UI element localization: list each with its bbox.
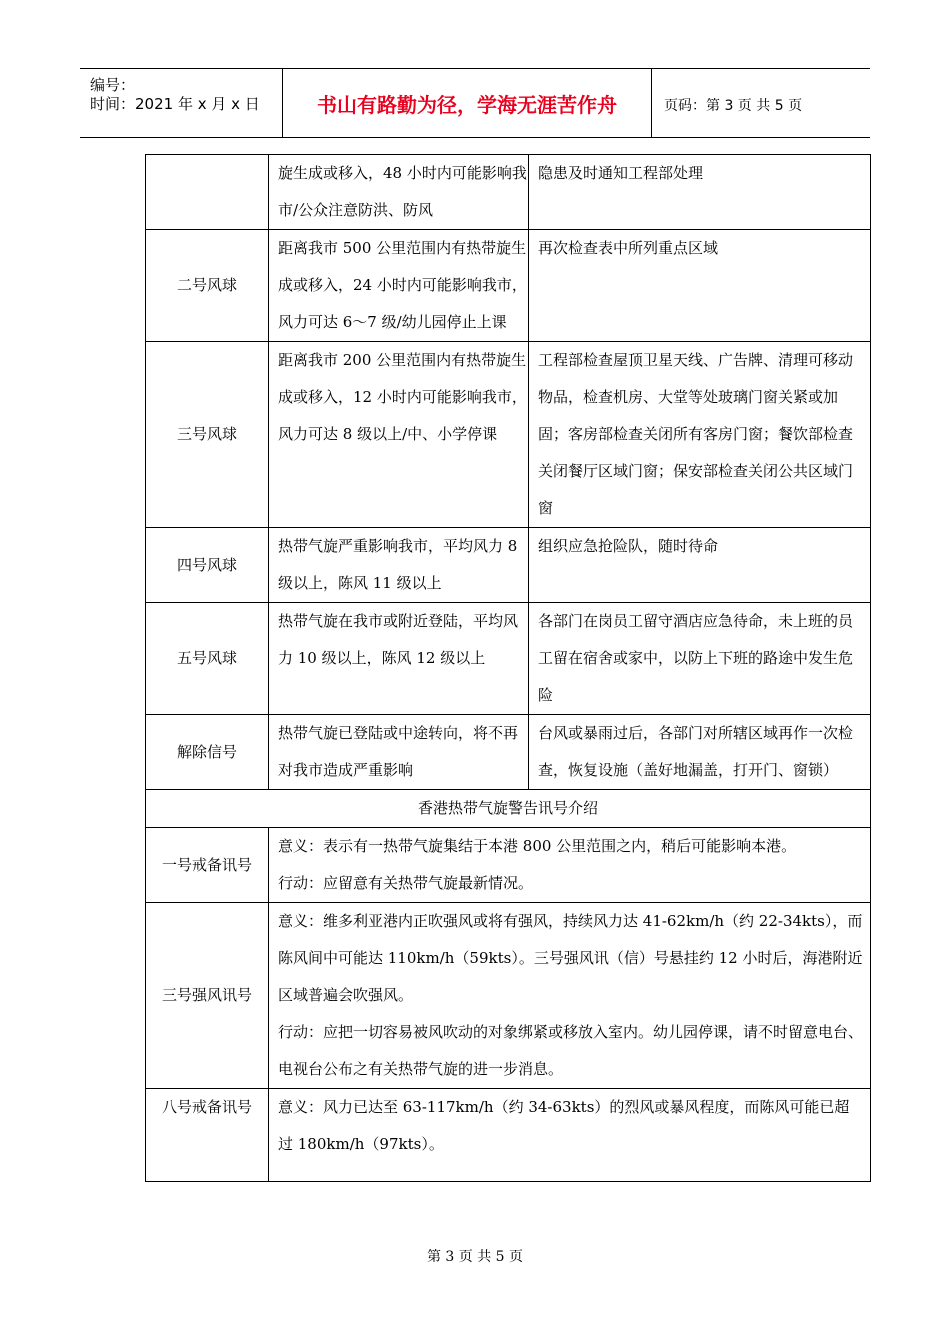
hk-description-cell [269, 1089, 871, 1182]
meaning-text: 意义：风力已达至 63-117km/h（约 34-63kts）的烈风或暴风程度，而陈风可能已超过 180km/h（97kts）。 [278, 1098, 850, 1153]
action-text: 行动：应把一切容易被风吹动的对象绑紧或移放入室内。幼儿园停课，请不时留意电台、电视台公布之有关热带气旋的进一步消息。 [278, 1023, 864, 1078]
header-motto: 书山有路勤为径，学海无涯苦作舟 [282, 69, 652, 137]
table-row [146, 603, 871, 715]
action-cell: 各部门在岗员工留守酒店应急待命，未上班的员工留在宿舍或家中，以防上下班的路途中发生危险 [529, 603, 871, 715]
table-row [146, 903, 871, 1089]
signal-cell: 三号风球 [146, 342, 269, 528]
condition-cell: 热带气旋已登陆或中途转向，将不再对我市造成严重影响 [269, 715, 529, 790]
condition-cell: 距离我市 500 公里范围内有热带旋生成或移入，24 小时内可能影响我市，风力可达 6～7 级/幼儿园停止上课 [269, 230, 529, 342]
action-cell: 组织应急抢险队，随时待命 [529, 528, 871, 603]
signal-cell: 五号风球 [146, 603, 269, 715]
table-row [146, 1089, 871, 1182]
header-meta [80, 69, 280, 137]
action-cell: 再次检查表中所列重点区域 [529, 230, 871, 342]
table-row [146, 715, 871, 790]
signal-cell: 八号戒备讯号 [146, 1089, 269, 1182]
signal-cell: 三号强风讯号 [146, 903, 269, 1089]
signal-cell: 四号风球 [146, 528, 269, 603]
document-number-label: 编号： [90, 76, 136, 94]
table-row [146, 528, 871, 603]
action-cell: 工程部检查屋顶卫星天线、广告牌、清理可移动物品，检查机房、大堂等处玻璃门窗关紧或加固；客房部检查关闭所有客房门窗；餐饮部检查关闭餐厅区域门窗；保安部检查关闭公共区域门窗 [529, 342, 871, 528]
signal-cell: 解除信号 [146, 715, 269, 790]
hk-section-title: 香港热带气旋警告讯号介绍 [146, 790, 871, 828]
header-page-label: 页码：第 3 页 共 5 页 [664, 98, 803, 114]
signal-cell: 二号风球 [146, 230, 269, 342]
table-row [146, 828, 871, 903]
action-cell: 隐患及时通知工程部处理 [529, 155, 871, 230]
condition-cell: 热带气旋在我市或附近登陆，平均风力 10 级以上，陈风 12 级以上 [269, 603, 529, 715]
signal-cell [146, 155, 269, 230]
hk-description-cell [269, 828, 871, 903]
table-row [146, 342, 871, 528]
page-footer: 第 3 页 共 5 页 [426, 1249, 524, 1265]
signal-cell: 一号戒备讯号 [146, 828, 269, 903]
action-text: 行动：应留意有关热带气旋最新情况。 [278, 874, 534, 892]
condition-cell: 距离我市 200 公里范围内有热带旋生成或移入，12 小时内可能影响我市，风力可达 8 级以上/中、小学停课 [269, 342, 529, 528]
meaning-text: 意义：维多利亚港内正吹强风或将有强风，持续风力达 41-62km/h（约 22-34kts），而陈风间中可能达 110km/h（59kts）。三号强风讯（信）号悬挂约 12 小时后，海港附近区域普遍会吹强风。 [278, 912, 863, 1004]
table-row [146, 155, 871, 230]
action-cell: 台风或暴雨过后，各部门对所辖区域再作一次检查，恢复设施（盖好地漏盖，打开门、窗锁） [529, 715, 871, 790]
document-date-label: 时间：2021 年 x 月 x 日 [90, 95, 260, 113]
hk-description-cell [269, 903, 871, 1089]
typhoon-signal-table [145, 154, 871, 1182]
table-row [146, 230, 871, 342]
condition-cell: 旋生成或移入，48 小时内可能影响我市/公众注意防洪、防风 [269, 155, 529, 230]
page-header [80, 68, 870, 138]
section-title-row [146, 790, 871, 828]
meaning-text: 意义：表示有一热带气旋集结于本港 800 公里范围之内，稍后可能影响本港。 [278, 837, 797, 855]
condition-cell: 热带气旋严重影响我市，平均风力 8 级以上，陈风 11 级以上 [269, 528, 529, 603]
